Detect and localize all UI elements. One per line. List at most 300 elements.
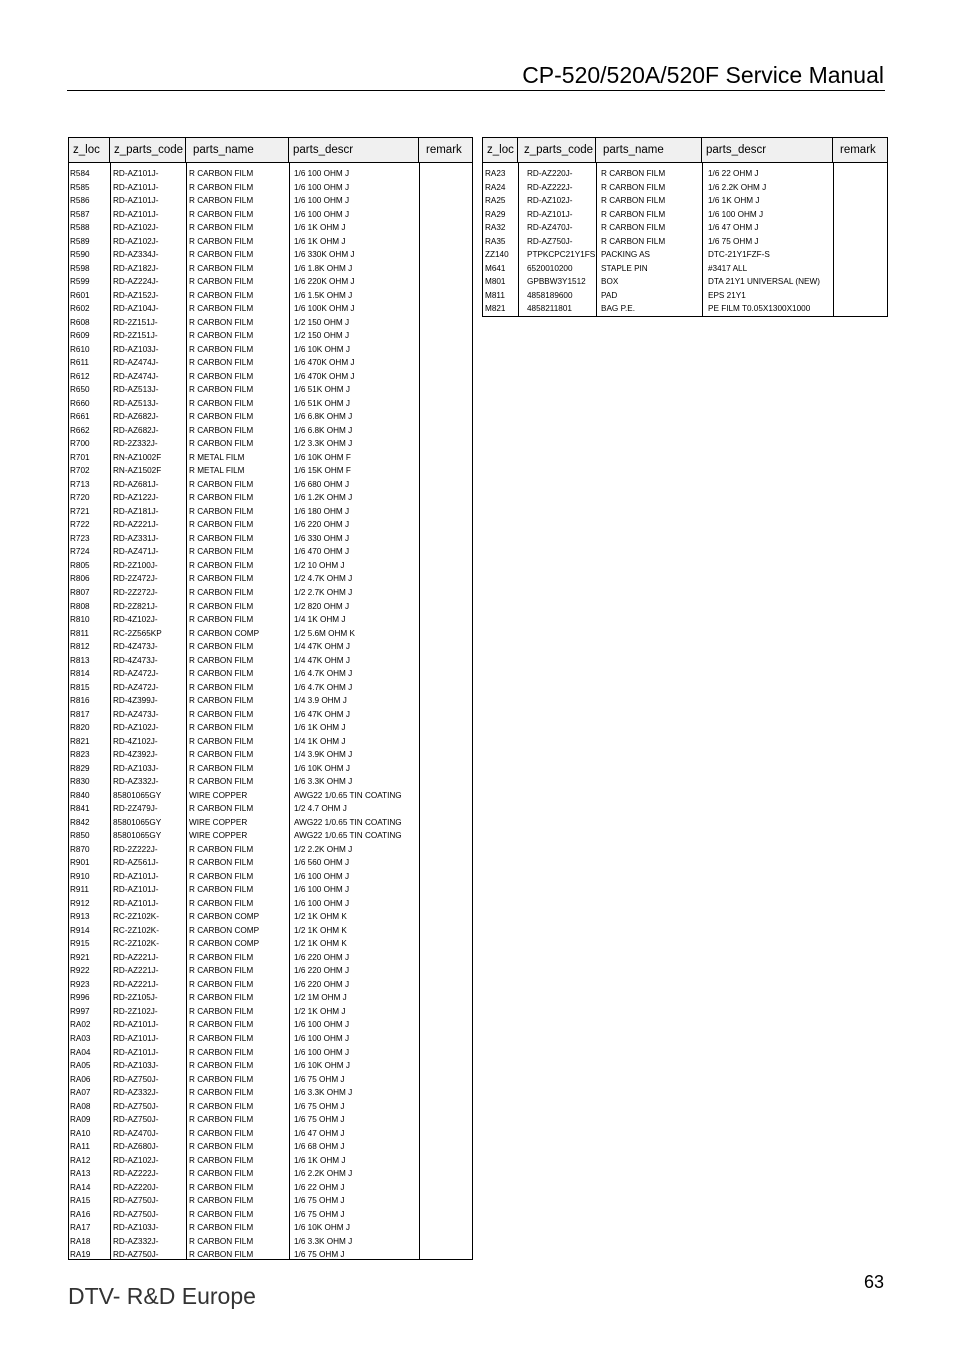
cell-z-parts-code: RD-AZ682J- bbox=[113, 412, 159, 422]
cell-remark bbox=[419, 1086, 472, 1100]
cell-parts-descr: 1/6 4.7K OHM J bbox=[294, 669, 353, 679]
table-row bbox=[69, 1248, 472, 1262]
cell-z-loc: R701 bbox=[70, 452, 90, 462]
cell-parts-name: STAPLE PIN bbox=[601, 263, 648, 273]
table-row bbox=[69, 775, 472, 789]
cell-parts-name: R CARBON FILM bbox=[189, 1074, 254, 1084]
cell-parts-descr: 1/4 3.9K OHM J bbox=[294, 750, 353, 760]
table-row bbox=[69, 410, 472, 424]
cell-z-parts-code: RD-4Z102J- bbox=[113, 736, 158, 746]
cell-parts-descr: 1/6 220 OHM J bbox=[294, 520, 350, 530]
cell-remark bbox=[419, 1140, 472, 1154]
cell-remark bbox=[833, 181, 885, 195]
cell-parts-name: R CARBON FILM bbox=[189, 182, 254, 192]
cell-z-loc: M811 bbox=[485, 290, 505, 300]
cell-z-parts-code: RD-AZ221J- bbox=[113, 520, 159, 530]
table-row bbox=[69, 735, 472, 749]
table-row bbox=[69, 964, 472, 978]
cell-parts-name: R CARBON FILM bbox=[189, 804, 254, 814]
table-row bbox=[69, 302, 472, 316]
cell-parts-descr: 1/2 2.7K OHM J bbox=[294, 587, 353, 597]
cell-parts-name: R CARBON FILM bbox=[189, 1155, 254, 1165]
cell-z-parts-code: RC-2Z102K- bbox=[113, 939, 159, 949]
cell-remark bbox=[419, 802, 472, 816]
table-row bbox=[69, 600, 472, 614]
cell-remark bbox=[419, 1073, 472, 1087]
table-row bbox=[69, 1181, 472, 1195]
cell-remark bbox=[419, 262, 472, 276]
cell-z-loc: M641 bbox=[485, 263, 506, 273]
cell-parts-descr: 1/4 47K OHM J bbox=[294, 642, 350, 652]
cell-z-parts-code: RD-4Z399J- bbox=[113, 696, 158, 706]
cell-parts-name: R CARBON COMP bbox=[189, 628, 260, 638]
cell-z-loc: R601 bbox=[70, 290, 90, 300]
table-row bbox=[483, 194, 887, 208]
table-row bbox=[69, 1154, 472, 1168]
cell-parts-descr: 1/6 1.8K OHM J bbox=[294, 263, 353, 273]
cell-parts-descr: 1/6 100K OHM J bbox=[294, 304, 355, 314]
cell-parts-descr: 1/4 1K OHM J bbox=[294, 736, 346, 746]
cell-z-loc: R922 bbox=[70, 966, 90, 976]
cell-parts-descr: 1/6 220 OHM J bbox=[294, 952, 350, 962]
table-row bbox=[69, 978, 472, 992]
cell-parts-descr: 1/2 4.7K OHM J bbox=[294, 574, 353, 584]
cell-parts-descr: #3417 ALL bbox=[708, 263, 748, 273]
cell-remark bbox=[833, 302, 885, 316]
cell-parts-descr: 1/6 3.3K OHM J bbox=[294, 777, 353, 787]
cell-z-loc: R830 bbox=[70, 777, 90, 787]
cell-z-parts-code: RD-AZ750J- bbox=[113, 1209, 159, 1219]
cell-parts-name: R CARBON FILM bbox=[601, 196, 666, 206]
table-row bbox=[69, 572, 472, 586]
cell-z-parts-code: RD-AZ122J- bbox=[113, 493, 159, 503]
cell-parts-descr: 1/6 68 OHM J bbox=[294, 1142, 345, 1152]
cell-remark bbox=[419, 329, 472, 343]
table-row bbox=[69, 1221, 472, 1235]
cell-remark bbox=[419, 518, 472, 532]
cell-z-loc: R722 bbox=[70, 520, 90, 530]
cell-parts-name: WIRE COPPER bbox=[189, 831, 248, 841]
cell-parts-name: R CARBON FILM bbox=[189, 1209, 254, 1219]
cell-parts-name: R CARBON FILM bbox=[189, 736, 254, 746]
table-row bbox=[69, 1046, 472, 1060]
cell-parts-descr: 1/6 2.2K OHM J bbox=[294, 1169, 353, 1179]
cell-z-loc: R997 bbox=[70, 1006, 90, 1016]
cell-remark bbox=[419, 640, 472, 654]
table-row bbox=[69, 681, 472, 695]
cell-parts-name: R CARBON FILM bbox=[189, 858, 254, 868]
table-header bbox=[69, 138, 472, 163]
cell-remark bbox=[419, 829, 472, 843]
cell-parts-name: R METAL FILM bbox=[189, 452, 245, 462]
cell-parts-descr: 1/6 100 OHM J bbox=[708, 209, 764, 219]
cell-z-loc: R850 bbox=[70, 831, 90, 841]
cell-z-loc: RA15 bbox=[70, 1196, 91, 1206]
cell-z-loc: R841 bbox=[70, 804, 90, 814]
cell-remark bbox=[419, 1005, 472, 1019]
cell-z-parts-code: RD-AZ102J- bbox=[113, 236, 159, 246]
cell-z-parts-code: RD-2Z821J- bbox=[113, 601, 158, 611]
cell-parts-descr: 1/6 560 OHM J bbox=[294, 858, 350, 868]
header-rule bbox=[67, 90, 885, 91]
table-row bbox=[69, 397, 472, 411]
cell-z-parts-code: RD-4Z473J- bbox=[113, 642, 158, 652]
cell-remark bbox=[419, 627, 472, 641]
cell-parts-descr: 1/6 6.8K OHM J bbox=[294, 412, 353, 422]
cell-z-loc: R816 bbox=[70, 696, 90, 706]
table-row bbox=[69, 356, 472, 370]
cell-parts-name: R CARBON FILM bbox=[189, 196, 254, 206]
cell-parts-descr: 1/6 330 OHM J bbox=[294, 533, 350, 543]
table-row bbox=[69, 343, 472, 357]
cell-parts-descr: 1/2 820 OHM J bbox=[294, 601, 350, 611]
cell-z-parts-code: RD-AZ220J- bbox=[527, 169, 573, 178]
cell-z-loc: R805 bbox=[70, 560, 90, 570]
cell-parts-name: WIRE COPPER bbox=[189, 817, 248, 827]
cell-parts-name: R CARBON FILM bbox=[189, 439, 254, 449]
cell-z-loc: R870 bbox=[70, 844, 90, 854]
table-row bbox=[69, 478, 472, 492]
cell-remark bbox=[419, 1046, 472, 1060]
cell-remark bbox=[419, 343, 472, 357]
cell-z-loc: R661 bbox=[70, 412, 90, 422]
cell-parts-descr: 1/2 150 OHM J bbox=[294, 331, 350, 341]
cell-remark bbox=[419, 275, 472, 289]
cell-parts-descr: 1/6 220 OHM J bbox=[294, 979, 350, 989]
cell-z-loc: R724 bbox=[70, 547, 90, 557]
cell-parts-descr: 1/6 4.7K OHM J bbox=[294, 682, 353, 692]
cell-parts-name: R CARBON FILM bbox=[601, 223, 666, 233]
cell-remark bbox=[833, 194, 885, 208]
cell-remark bbox=[419, 167, 472, 181]
cell-z-parts-code: RD-AZ474J- bbox=[113, 358, 159, 368]
cell-remark bbox=[419, 843, 472, 857]
cell-parts-descr: 1/6 75 OHM J bbox=[294, 1250, 345, 1260]
cell-z-loc: R913 bbox=[70, 912, 90, 922]
cell-remark bbox=[419, 1032, 472, 1046]
cell-parts-name: R CARBON COMP bbox=[189, 925, 260, 935]
cell-parts-name: R CARBON FILM bbox=[189, 331, 254, 341]
cell-z-parts-code: RD-AZ102J- bbox=[113, 723, 159, 733]
cell-parts-descr: 1/6 680 OHM J bbox=[294, 479, 350, 489]
cell-remark bbox=[833, 208, 885, 222]
cell-z-loc: R813 bbox=[70, 655, 90, 665]
table-row bbox=[69, 829, 472, 843]
cell-z-parts-code: RD-2Z102J- bbox=[113, 1006, 158, 1016]
column-header-parts-descr: parts_descr bbox=[702, 138, 833, 162]
cell-z-loc: RA09 bbox=[70, 1115, 91, 1125]
cell-z-parts-code: RD-AZ472J- bbox=[113, 669, 159, 679]
table-row bbox=[69, 883, 472, 897]
cell-parts-name: R CARBON FILM bbox=[189, 993, 254, 1003]
cell-parts-name: R CARBON FILM bbox=[189, 1088, 254, 1098]
table-row bbox=[69, 1086, 472, 1100]
cell-remark bbox=[833, 235, 885, 249]
cell-remark bbox=[833, 167, 885, 181]
table-body-left bbox=[69, 167, 472, 1262]
cell-parts-name: R CARBON FILM bbox=[189, 1128, 254, 1138]
table-row bbox=[69, 991, 472, 1005]
cell-z-parts-code: RN-AZ1002F bbox=[113, 452, 162, 462]
cell-z-parts-code: RD-AZ101J- bbox=[113, 169, 159, 178]
page-number: 63 bbox=[863, 1272, 884, 1292]
cell-parts-name: R CARBON FILM bbox=[189, 763, 254, 773]
cell-parts-name: R CARBON FILM bbox=[189, 1101, 254, 1111]
cell-parts-descr: 1/6 100 OHM J bbox=[294, 871, 350, 881]
table-row bbox=[483, 289, 887, 303]
table-row bbox=[483, 181, 887, 195]
cell-z-loc: R814 bbox=[70, 669, 90, 679]
cell-z-loc: M821 bbox=[485, 304, 506, 314]
cell-parts-name: R CARBON FILM bbox=[189, 304, 254, 314]
cell-remark bbox=[419, 924, 472, 938]
cell-z-parts-code: RD-AZ471J- bbox=[113, 547, 159, 557]
cell-z-parts-code: RD-AZ470J- bbox=[113, 1128, 159, 1138]
cell-remark bbox=[419, 870, 472, 884]
table-row bbox=[69, 951, 472, 965]
cell-z-parts-code: RD-AZ152J- bbox=[113, 290, 159, 300]
cell-parts-name: R CARBON FILM bbox=[189, 412, 254, 422]
cell-z-loc: R810 bbox=[70, 615, 90, 625]
cell-z-parts-code: RD-AZ101J- bbox=[113, 1047, 159, 1057]
cell-parts-name: R CARBON FILM bbox=[189, 223, 254, 233]
cell-remark bbox=[833, 221, 885, 235]
cell-z-loc: M801 bbox=[485, 277, 506, 287]
cell-z-loc: R609 bbox=[70, 331, 90, 341]
cell-z-loc: R610 bbox=[70, 344, 90, 354]
cell-z-loc: R599 bbox=[70, 277, 90, 287]
cell-z-parts-code: GPBBW3Y1512 bbox=[527, 277, 586, 287]
cell-parts-name: R CARBON FILM bbox=[189, 250, 254, 260]
cell-z-parts-code: RD-AZ103J- bbox=[113, 763, 159, 773]
cell-z-loc: R584 bbox=[70, 169, 90, 178]
cell-remark bbox=[419, 1167, 472, 1181]
table-row bbox=[69, 221, 472, 235]
cell-z-loc: R585 bbox=[70, 182, 90, 192]
cell-parts-descr: 1/6 22 OHM J bbox=[294, 1182, 345, 1192]
table-row bbox=[69, 208, 472, 222]
cell-remark bbox=[419, 1208, 472, 1222]
footer-organization: DTV- R&D Europe bbox=[68, 1283, 256, 1309]
cell-parts-name: R CARBON FILM bbox=[189, 520, 254, 530]
cell-parts-name: R CARBON FILM bbox=[189, 777, 254, 787]
cell-remark bbox=[419, 964, 472, 978]
table-row bbox=[69, 545, 472, 559]
cell-parts-name: R CARBON FILM bbox=[189, 709, 254, 719]
cell-z-loc: R598 bbox=[70, 263, 90, 273]
table-header bbox=[483, 138, 887, 163]
cell-parts-descr: 1/6 75 OHM J bbox=[708, 236, 759, 246]
cell-z-loc: ZZ140 bbox=[485, 250, 509, 260]
cell-remark bbox=[419, 1154, 472, 1168]
cell-z-parts-code: RD-AZ101J- bbox=[113, 871, 159, 881]
table-row bbox=[69, 370, 472, 384]
cell-remark bbox=[419, 424, 472, 438]
cell-remark bbox=[419, 397, 472, 411]
cell-parts-name: R CARBON FILM bbox=[189, 479, 254, 489]
cell-parts-descr: 1/6 330K OHM J bbox=[294, 250, 355, 260]
cell-z-parts-code: 85801065GY bbox=[113, 817, 162, 827]
cell-parts-descr: 1/6 47 OHM J bbox=[294, 1128, 345, 1138]
cell-z-loc: RA13 bbox=[70, 1169, 91, 1179]
table-row bbox=[69, 316, 472, 330]
cell-remark bbox=[419, 1018, 472, 1032]
cell-z-loc: RA24 bbox=[485, 182, 506, 192]
cell-remark bbox=[419, 654, 472, 668]
cell-z-parts-code: RD-AZ181J- bbox=[113, 506, 159, 516]
cell-parts-name: R CARBON FILM bbox=[189, 277, 254, 287]
cell-z-loc: R815 bbox=[70, 682, 90, 692]
cell-remark bbox=[419, 1059, 472, 1073]
cell-z-loc: R588 bbox=[70, 223, 90, 233]
document-title: CP-520/520A/520F Service Manual bbox=[522, 62, 884, 88]
cell-parts-descr: 1/6 75 OHM J bbox=[294, 1196, 345, 1206]
table-row bbox=[69, 275, 472, 289]
cell-z-parts-code: 85801065GY bbox=[113, 790, 162, 800]
cell-remark bbox=[419, 356, 472, 370]
cell-parts-name: R CARBON FILM bbox=[189, 952, 254, 962]
cell-z-parts-code: RD-2Z332J- bbox=[113, 439, 158, 449]
cell-parts-name: R CARBON FILM bbox=[189, 655, 254, 665]
cell-z-parts-code: RD-AZ221J- bbox=[113, 952, 159, 962]
cell-z-parts-code: RD-4Z392J- bbox=[113, 750, 158, 760]
cell-parts-descr: 1/6 47K OHM J bbox=[294, 709, 350, 719]
cell-parts-name: R CARBON FILM bbox=[189, 723, 254, 733]
cell-z-parts-code: RD-AZ103J- bbox=[113, 1061, 159, 1071]
cell-z-parts-code: RD-AZ561J- bbox=[113, 858, 159, 868]
cell-remark bbox=[419, 437, 472, 451]
table-row bbox=[69, 289, 472, 303]
cell-parts-descr: AWG22 1/0.65 TIN COATING bbox=[294, 817, 402, 827]
table-row bbox=[69, 762, 472, 776]
cell-parts-descr: 1/6 100 OHM J bbox=[294, 1047, 350, 1057]
cell-z-parts-code: RD-AZ332J- bbox=[113, 1088, 159, 1098]
table-row bbox=[69, 1018, 472, 1032]
cell-parts-descr: 1/6 15K OHM F bbox=[294, 466, 351, 476]
cell-parts-descr: 1/6 470 OHM J bbox=[294, 547, 350, 557]
cell-z-loc: R910 bbox=[70, 871, 90, 881]
table-row bbox=[69, 1194, 472, 1208]
cell-z-loc: RA04 bbox=[70, 1047, 91, 1057]
cell-remark bbox=[833, 262, 885, 276]
cell-parts-name: R CARBON FILM bbox=[189, 1250, 254, 1260]
cell-parts-name: R CARBON FILM bbox=[189, 682, 254, 692]
cell-remark bbox=[419, 532, 472, 546]
cell-z-parts-code: RD-AZ334J- bbox=[113, 250, 159, 260]
cell-z-parts-code: RD-AZ513J- bbox=[113, 398, 159, 408]
cell-parts-name: R CARBON FILM bbox=[189, 587, 254, 597]
cell-parts-descr: 1/6 2.2K OHM J bbox=[708, 182, 767, 192]
cell-z-parts-code: 85801065GY bbox=[113, 831, 162, 841]
cell-parts-descr: 1/6 100 OHM J bbox=[294, 1020, 350, 1030]
cell-z-loc: RA07 bbox=[70, 1088, 91, 1098]
cell-parts-descr: 1/6 470K OHM J bbox=[294, 371, 355, 381]
cell-remark bbox=[419, 302, 472, 316]
cell-parts-descr: 1/6 100 OHM J bbox=[294, 885, 350, 895]
cell-remark bbox=[419, 572, 472, 586]
table-row bbox=[69, 627, 472, 641]
cell-z-loc: R700 bbox=[70, 439, 90, 449]
cell-remark bbox=[419, 1113, 472, 1127]
cell-parts-descr: 1/4 1K OHM J bbox=[294, 615, 346, 625]
cell-parts-name: R CARBON FILM bbox=[189, 358, 254, 368]
table-row bbox=[69, 667, 472, 681]
cell-z-loc: R713 bbox=[70, 479, 90, 489]
table-row bbox=[69, 1235, 472, 1249]
cell-parts-descr: 1/6 6.8K OHM J bbox=[294, 425, 353, 435]
cell-z-parts-code: RD-2Z472J- bbox=[113, 574, 158, 584]
cell-z-parts-code: RD-AZ101J- bbox=[113, 1034, 159, 1043]
cell-parts-descr: 1/6 100 OHM J bbox=[294, 196, 350, 206]
cell-remark bbox=[419, 248, 472, 262]
cell-z-parts-code: RD-AZ332J- bbox=[113, 1236, 159, 1246]
cell-remark bbox=[419, 1248, 472, 1262]
cell-parts-descr: 1/6 10K OHM J bbox=[294, 344, 350, 354]
table-row bbox=[69, 1073, 472, 1087]
cell-z-parts-code: RD-AZ101J- bbox=[113, 898, 159, 908]
cell-z-loc: R612 bbox=[70, 371, 90, 381]
cell-z-parts-code: RD-AZ682J- bbox=[113, 425, 159, 435]
cell-remark bbox=[419, 1100, 472, 1114]
cell-parts-name: R CARBON FILM bbox=[189, 898, 254, 908]
table-row bbox=[69, 1127, 472, 1141]
cell-z-loc: RA12 bbox=[70, 1155, 91, 1165]
cell-parts-descr: 1/6 75 OHM J bbox=[294, 1101, 345, 1111]
table-row bbox=[69, 518, 472, 532]
cell-remark bbox=[419, 464, 472, 478]
column-header-z-loc: z_loc bbox=[69, 138, 110, 162]
cell-z-parts-code: RD-AZ470J- bbox=[527, 223, 573, 233]
cell-z-loc: R812 bbox=[70, 642, 90, 652]
cell-z-loc: RA35 bbox=[485, 236, 506, 246]
table-row bbox=[69, 654, 472, 668]
cell-parts-name: R CARBON FILM bbox=[189, 966, 254, 976]
cell-z-parts-code: RD-AZ101J- bbox=[113, 196, 159, 206]
cell-z-loc: RA06 bbox=[70, 1074, 91, 1084]
table-row bbox=[69, 1167, 472, 1181]
cell-parts-descr: 1/6 1K OHM J bbox=[294, 236, 346, 246]
cell-remark bbox=[419, 978, 472, 992]
table-row bbox=[69, 491, 472, 505]
table-row bbox=[483, 208, 887, 222]
cell-parts-name: R CARBON FILM bbox=[189, 979, 254, 989]
table-row bbox=[69, 721, 472, 735]
cell-parts-name: R CARBON FILM bbox=[189, 1006, 254, 1016]
cell-z-loc: R721 bbox=[70, 506, 90, 516]
cell-z-loc: R914 bbox=[70, 925, 90, 935]
cell-parts-name: R CARBON FILM bbox=[189, 1223, 254, 1233]
table-row bbox=[69, 383, 472, 397]
cell-z-parts-code: RD-AZ750J- bbox=[113, 1250, 159, 1260]
cell-parts-descr: 1/6 1K OHM J bbox=[294, 223, 346, 233]
cell-z-parts-code: RC-2Z565KP bbox=[113, 628, 162, 638]
cell-z-parts-code: RD-2Z151J- bbox=[113, 317, 158, 327]
cell-remark bbox=[419, 410, 472, 424]
cell-z-parts-code: RD-AZ750J- bbox=[527, 236, 573, 246]
cell-parts-descr: AWG22 1/0.65 TIN COATING bbox=[294, 790, 402, 800]
cell-remark bbox=[419, 775, 472, 789]
cell-parts-name: R CARBON FILM bbox=[189, 1196, 254, 1206]
cell-parts-descr: 1/6 100 OHM J bbox=[294, 169, 350, 178]
cell-parts-descr: 1/6 22 OHM J bbox=[708, 169, 759, 178]
cell-remark bbox=[419, 194, 472, 208]
table-row bbox=[69, 1100, 472, 1114]
table-row bbox=[69, 802, 472, 816]
cell-parts-name: R CARBON FILM bbox=[189, 574, 254, 584]
cell-parts-descr: 1/6 10K OHM F bbox=[294, 452, 351, 462]
table-row bbox=[69, 586, 472, 600]
cell-remark bbox=[419, 491, 472, 505]
